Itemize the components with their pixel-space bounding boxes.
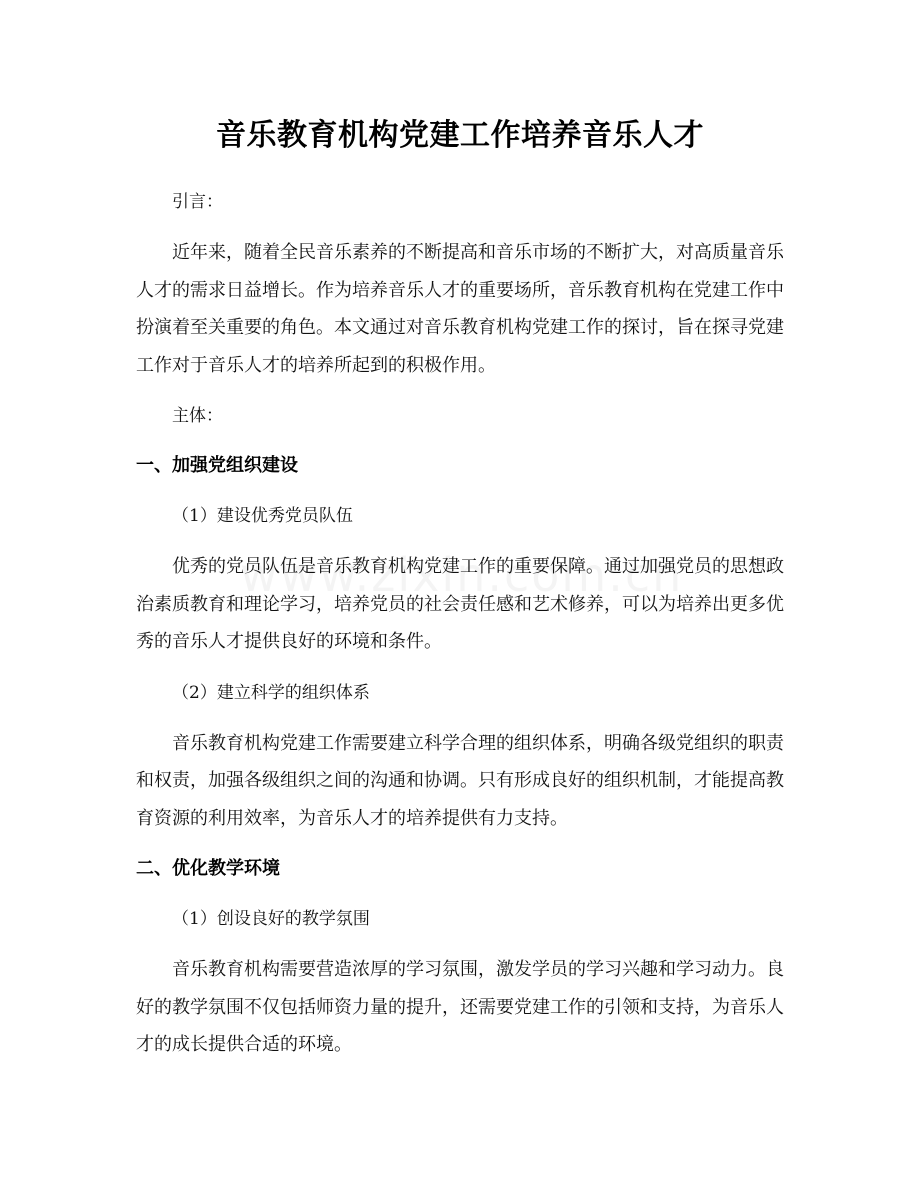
section-heading-2: 二、优化教学环境 bbox=[136, 858, 280, 879]
subsection-text-1-1: 优秀的党员队伍是音乐教育机构党建工作的重要保障。通过加强党员的思想政治素质教育和理论学习，培养党员的社会责任感和艺术修养，可以为培养出更多优秀的音乐人才提供良好的环境和条件。 bbox=[136, 556, 784, 652]
document-title: 音乐教育机构党建工作培养音乐人才 bbox=[216, 118, 704, 153]
subsection-title-2-1: （1）创设良好的教学氛围 bbox=[172, 909, 370, 929]
subsection-title-1-2: （2）建立科学的组织体系 bbox=[172, 682, 370, 703]
intro-label: 引言： bbox=[172, 192, 223, 212]
subsection-text-2-1: 音乐教育机构需要营造浓厚的学习氛围，激发学员的学习兴趣和学习动力。良好的教学氛围不仅包括师资力量的提升，还需要党建工作的引领和支持，为音乐人才的成长提供合适的环境。 bbox=[136, 959, 784, 1055]
intro-paragraph: 近年来，随着全民音乐素养的不断提高和音乐市场的不断扩大，对高质量音乐人才的需求日益增长。作为培养音乐人才的重要场所，音乐教育机构在党建工作中扮演着至关重要的角色。本文通过对音乐教育机构党建工作的探讨，旨在探寻党建工作对于音乐人才的培养所起到的积极作用。 bbox=[136, 242, 784, 376]
subsection-title-1-1: （1）建设优秀党员队伍 bbox=[172, 506, 353, 526]
document-body bbox=[136, 184, 784, 1078]
section-heading-1: 一、加强党组织建设 bbox=[136, 455, 298, 476]
subsection-text-1-2: 音乐教育机构党建工作需要建立科学合理的组织体系，明确各级党组织的职责和权责，加强各级组织之间的沟通和协调。只有形成良好的组织机制，才能提高教育资源的利用效率，为音乐人才的培养提供有力支持。 bbox=[136, 732, 784, 829]
body-label: 主体： bbox=[172, 406, 223, 426]
